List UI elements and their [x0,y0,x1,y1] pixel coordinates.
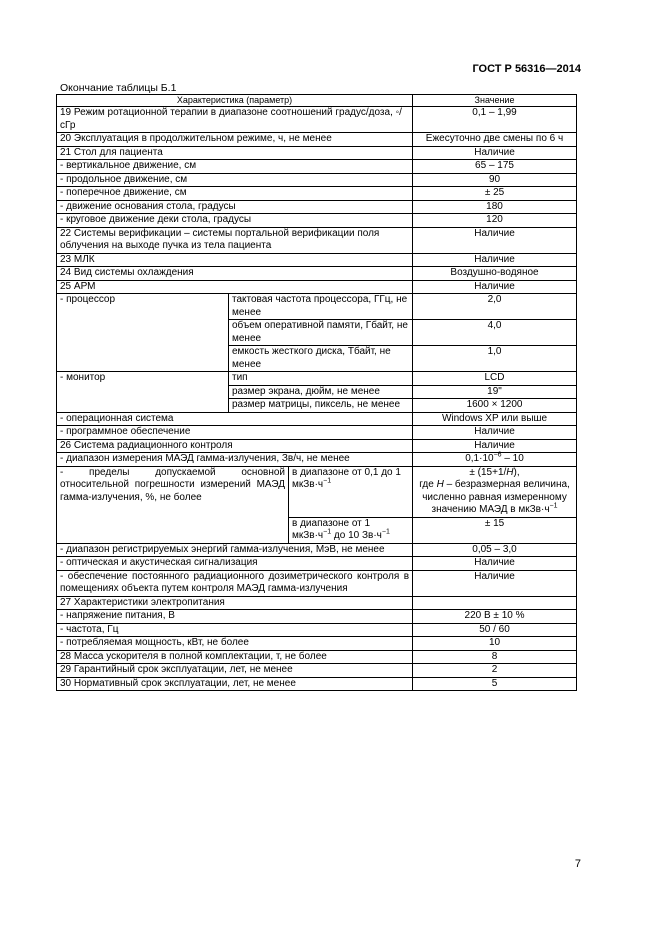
value-cell: Наличие [413,439,577,453]
table-row [57,623,577,637]
param-cell: 24 Вид системы охлаждения [57,267,413,281]
page-number: 7 [574,858,581,870]
value-cell [413,596,577,610]
value-cell: ± 15 [413,517,577,543]
table-row [57,466,577,517]
param-cell: размер экрана, дюйм, не менее [229,385,413,399]
value-cell: 19" [413,385,577,399]
table-row [57,596,577,610]
param-cell: - движение основания стола, градусы [57,200,413,214]
range-exponent: −1 [323,477,332,485]
table-row [57,453,577,467]
value-text: где [419,479,437,490]
param-cell: 21 Стол для пациента [57,146,413,160]
value-exponent: −6 [493,451,502,459]
value-cell: ± 25 [413,187,577,201]
param-cell: 19 Режим ротационной терапии в диапазоне соотношений градус/доза, ◦/сГр [57,107,413,133]
param-cell: 23 МЛК [57,253,413,267]
param-cell: тип [229,372,413,386]
table-row [57,664,577,678]
header-param: Характеристика (параметр) [57,95,413,107]
param-cell: 28 Масса ускорителя в полной комплектации, т, не более [57,650,413,664]
param-cell: - обеспечение постоянного радиационного дозиметрического контроля в помещениях объекта путем контроля МАЭД гамма-излучения [57,570,413,596]
range-exponent: −1 [323,528,332,536]
param-cell: тактовая частота процессора, ГГц, не менее [229,294,413,320]
table-row [57,426,577,440]
value-cell: 65 – 175 [413,160,577,174]
value-cell: Наличие [413,426,577,440]
table-row [57,107,577,133]
table-row [57,146,577,160]
param-cell: - пределы допускаемой основной относительной погрешности измерений МАЭД гамма-излучения, %, не более [57,466,289,543]
value-cell: 1,0 [413,346,577,372]
param-cell: 29 Гарантийный срок эксплуатации, лет, не менее [57,664,413,678]
table-header-row [57,95,577,107]
table-row [57,173,577,187]
param-cell: - поперечное движение, см [57,187,413,201]
range-text: до 10 Зв·ч [331,530,382,541]
param-cell: - операционная система [57,412,413,426]
param-cell: 27 Характеристики электропитания [57,596,413,610]
value-exponent: −1 [549,502,558,510]
table-row [57,227,577,253]
param-cell: 26 Система радиационного контроля [57,439,413,453]
param-cell: - напряжение питания, В [57,610,413,624]
param-cell: - оптическая и акустическая сигнализация [57,557,413,571]
param-cell: 22 Системы верификации – системы портальной верификации поля облучения на выходе пучка из тела пациента [57,227,413,253]
value-cell: 120 [413,214,577,228]
value-symbol: H [436,479,444,490]
value-cell: 220 В ± 10 % [413,610,577,624]
value-cell: 8 [413,650,577,664]
value-cell: 2 [413,664,577,678]
value-cell [413,453,577,467]
value-text: ± (15+1/ [469,466,507,478]
table-row [57,637,577,651]
param-cell: размер матрицы, пиксель, не менее [229,399,413,413]
param-cell: - частота, Гц [57,623,413,637]
value-text: – 10 [501,453,524,464]
value-cell: 180 [413,200,577,214]
table-row [57,133,577,147]
value-symbol: H [506,466,514,478]
table-row [57,267,577,281]
header-value: Значение [413,95,577,107]
value-cell: Ежесуточно две смены по 6 ч [413,133,577,147]
table-caption: Окончание таблицы Б.1 [60,82,177,94]
value-cell: 2,0 [413,294,577,320]
param-cell: - диапазон измерения МАЭД гамма-излучения, Зв/ч, не менее [57,453,413,467]
value-cell: Воздушно-водяное [413,267,577,281]
table-row [57,543,577,557]
param-cell: - диапазон регистрируемых энергий гамма-излучения, МэВ, не менее [57,543,413,557]
param-cell: - потребляемая мощность, кВт, не более [57,637,413,651]
value-cell: 0,05 – 3,0 [413,543,577,557]
table-row [57,253,577,267]
param-cell: - круговое движение деки стола, градусы [57,214,413,228]
cpu-label: - процессор [57,294,229,372]
value-cell: Наличие [413,280,577,294]
table-row [57,214,577,228]
range-cell [289,517,413,543]
value-cell: 90 [413,173,577,187]
value-text: ), [513,466,520,478]
value-cell [413,466,577,517]
param-cell: - программное обеспечение [57,426,413,440]
value-cell: Наличие [413,557,577,571]
table-row [57,439,577,453]
param-cell: объем оперативной памяти, Гбайт, не менее [229,320,413,346]
value-text: 0,1·10 [465,453,494,464]
range-text: в диапазоне от 1 мкЗв·ч [292,517,371,541]
value-cell: 4,0 [413,320,577,346]
table-row [57,677,577,691]
range-exponent: −1 [381,528,390,536]
table-row [57,372,577,386]
value-cell: LCD [413,372,577,386]
value-text: – безразмерная величина, численно равная измеренному значению МАЭД в мкЗв·ч [422,479,570,515]
param-cell: емкость жесткого диска, Тбайт, не менее [229,346,413,372]
value-cell: Наличие [413,253,577,267]
table-row [57,570,577,596]
standard-designation: ГОСТ Р 56316—2014 [472,63,581,75]
table-row [57,160,577,174]
value-cell: 1600 × 1200 [413,399,577,413]
table-row [57,650,577,664]
value-cell: 10 [413,637,577,651]
value-cell: Наличие [413,227,577,253]
table-row [57,187,577,201]
range-cell [289,466,413,517]
param-cell: 20 Эксплуатация в продолжительном режиме, ч, не менее [57,133,413,147]
value-cell: 5 [413,677,577,691]
table-row [57,200,577,214]
value-cell: Наличие [413,146,577,160]
table-row [57,557,577,571]
spec-table [56,94,577,691]
table-row [57,280,577,294]
value-cell: 50 / 60 [413,623,577,637]
param-cell: 25 АРМ [57,280,413,294]
table-row [57,294,577,320]
range-text: в диапазоне от 0,1 до 1 мкЗв·ч [292,466,401,490]
value-cell: Windows XP или выше [413,412,577,426]
value-cell: Наличие [413,570,577,596]
param-cell: - продольное движение, см [57,173,413,187]
monitor-label: - монитор [57,372,229,413]
param-cell: - вертикальное движение, см [57,160,413,174]
param-cell: 30 Нормативный срок эксплуатации, лет, не менее [57,677,413,691]
table-row [57,610,577,624]
table-row [57,412,577,426]
value-cell: 0,1 – 1,99 [413,107,577,133]
